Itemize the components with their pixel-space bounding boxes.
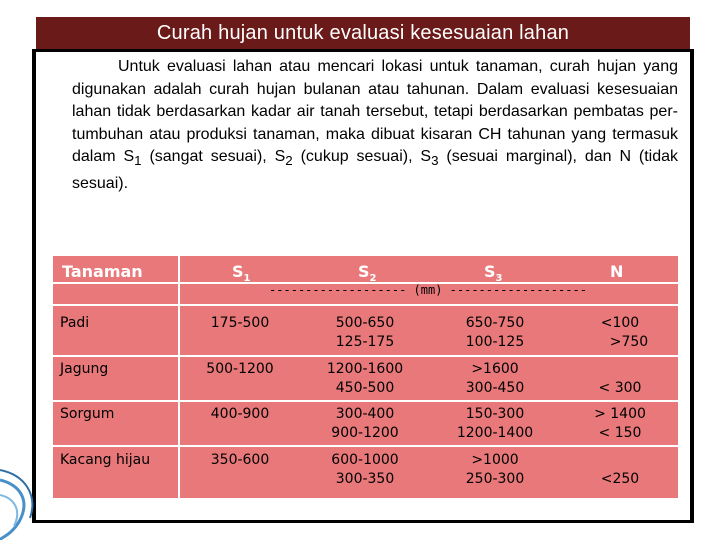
grid-line: [53, 445, 678, 447]
cell-crop: Kacang hijau: [60, 452, 151, 468]
cell-s3: 650-750 100-125: [465, 315, 525, 350]
cell-s2: 1200-1600 450-500: [326, 361, 404, 396]
sub-s2: 2: [285, 153, 293, 169]
cell-s3: 150-300 1200-1400: [456, 406, 534, 441]
cell-s3: >1600 300-450: [465, 361, 525, 396]
cell-s2: 500-650 125-175: [335, 315, 395, 350]
para-line-6b: (cukup sesuai), S: [300, 148, 432, 165]
cell-n: > 1400 < 150: [594, 406, 646, 441]
sub-s1: 1: [134, 153, 142, 169]
para-line-4: tersebut, tetapi berdasarkan pembatas per-tumbuhan atau produksi: [72, 103, 678, 143]
cell-crop: Padi: [60, 315, 90, 331]
grid-line: [53, 304, 678, 306]
cell-n: <100 >750: [600, 315, 649, 350]
cell-n: < 300: [598, 380, 642, 396]
slide-title: Curah hujan untuk evaluasi kesesuaian lahan: [156, 21, 570, 44]
cell-s3: >1000 250-300: [465, 452, 525, 487]
para-line-5: tanaman, maka dibuat kisaran CH tahunan yang termasuk dalam S: [72, 125, 678, 165]
grid-line: [53, 355, 678, 357]
cell-s1: 500-1200: [206, 361, 274, 377]
para-line-3: Dalam evaluasi kesesuaian lahan tidak berdasarkan kadar air tanah: [72, 80, 679, 120]
cell-s1: 350-600: [210, 452, 270, 468]
cell-s1: 175-500: [210, 315, 270, 331]
header-crop: Tanaman: [62, 262, 143, 281]
decorative-swirl-icon: [0, 440, 40, 540]
header-s1: $S_1$: [232, 262, 251, 285]
grid-line: [53, 400, 678, 402]
cell-n: <250: [600, 471, 640, 487]
sub-s3: 3: [431, 153, 439, 169]
header-n: N: [610, 262, 624, 281]
para-line-2: hujan yang digunakan adalah curah hujan bulanan atau tahunan.: [72, 58, 678, 98]
para-line-6a: (sangat sesuai), S: [149, 148, 286, 165]
unit-row: ------------------- (mm) -------------------: [269, 283, 587, 297]
cell-s2: 300-400 900-1200: [331, 406, 399, 441]
cell-crop: Jagung: [60, 361, 109, 377]
para-line-7: (tidak sesuai).: [72, 148, 679, 192]
title-bar: [36, 17, 690, 49]
para-line-1: Untuk evaluasi lahan atau mencari lokasi untuk tanaman, curah: [118, 58, 590, 75]
cell-s1: 400-900: [210, 406, 270, 422]
cell-s2: 600-1000 300-350: [331, 452, 399, 487]
body-paragraph: [72, 56, 678, 195]
header-s2: $S_2$: [358, 262, 377, 285]
cell-crop: Sorgum: [60, 406, 115, 422]
para-line-6c: (sesuai marginal), dan N: [446, 148, 631, 165]
header-s3: $S_3$: [484, 262, 503, 285]
